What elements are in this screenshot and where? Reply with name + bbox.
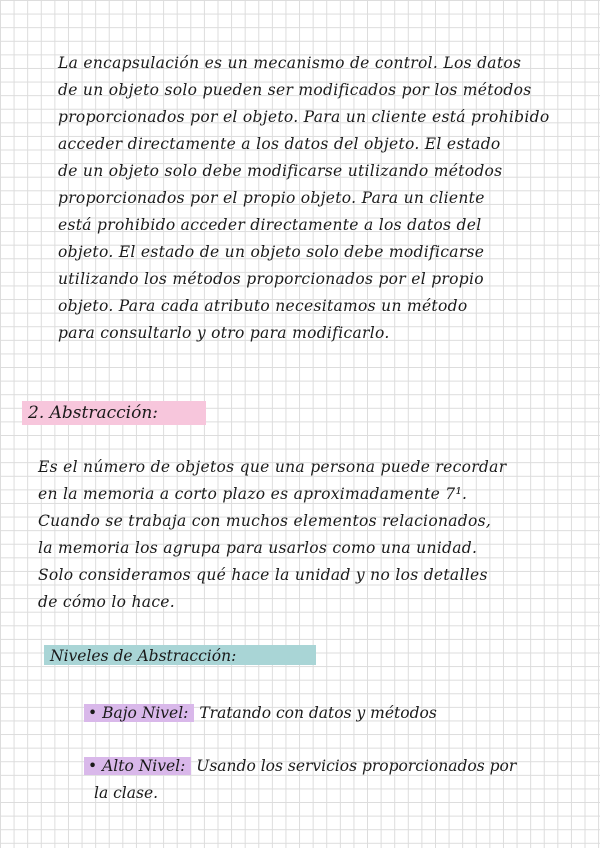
text-line: la memoria los agrupa para usarlos como una unidad. [38, 539, 478, 557]
list-item-high-level [84, 753, 516, 807]
text-line: objeto. El estado de un objeto solo debe modificarse [58, 243, 485, 261]
level-text: Tratando con datos y métodos [199, 704, 437, 722]
text-line: para consultarlo y otro para modificarlo. [58, 324, 390, 342]
text-line: acceder directamente a los datos del objeto. El estado [58, 135, 501, 153]
text-line: utilizando los métodos proporcionados por el propio [58, 270, 484, 288]
level-text: Usando los servicios proporcionados por [196, 757, 517, 775]
abstraction-paragraph [38, 454, 506, 616]
text-line: de cómo lo hace. [38, 593, 176, 611]
section-heading: 2. Abstracción: [22, 401, 206, 425]
list-item-low-level [84, 700, 437, 727]
encapsulation-paragraph [58, 50, 549, 347]
level-label: • Bajo Nivel: [84, 704, 194, 722]
text-line: Es el número de objetos que una persona puede recordar [38, 458, 507, 476]
text-line: Solo consideramos qué hace la unidad y no los detalles [38, 566, 488, 584]
subheading: Niveles de Abstracción: [44, 645, 316, 665]
text-line: La encapsulación es un mecanismo de control. Los datos [58, 54, 522, 72]
level-label: • Alto Nivel: [84, 757, 191, 775]
text-line: está prohibido acceder directamente a los datos del [58, 216, 482, 234]
level-text-continuation: la clase. [94, 784, 159, 802]
text-line: Cuando se trabaja con muchos elementos relacionados, [38, 512, 492, 530]
text-line: objeto. Para cada atributo necesitamos un método [58, 297, 468, 315]
text-line: proporcionados por el propio objeto. Para un cliente [58, 189, 485, 207]
text-line: de un objeto solo debe modificarse utilizando métodos [58, 162, 503, 180]
text-line: proporcionados por el objeto. Para un cliente está prohibido [58, 108, 550, 126]
text-line: de un objeto solo pueden ser modificados por los métodos [58, 81, 532, 99]
text-line: en la memoria a corto plazo es aproximadamente 7¹. [38, 485, 468, 503]
